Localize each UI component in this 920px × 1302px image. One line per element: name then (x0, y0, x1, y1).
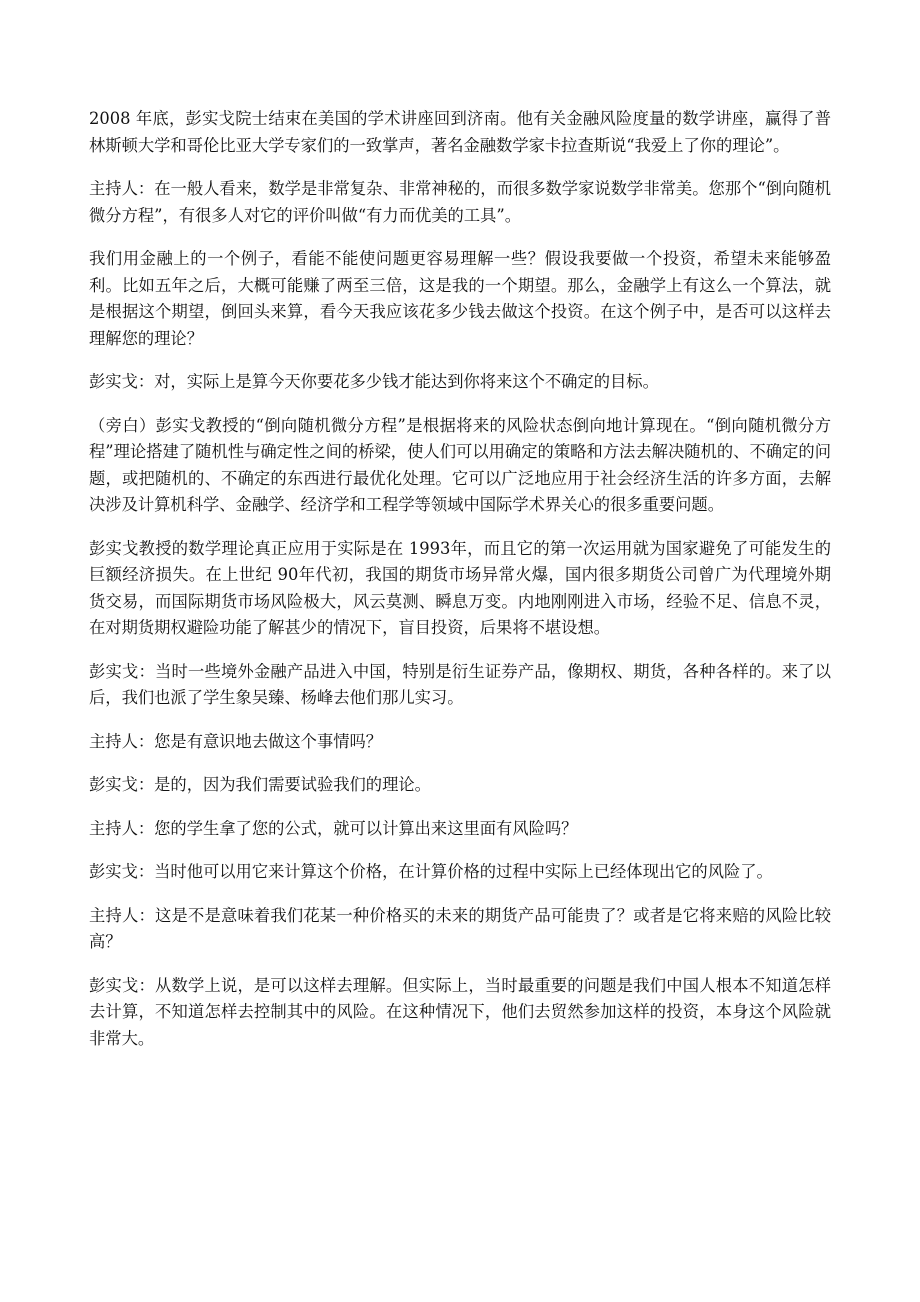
paragraph-host-expensive: 主持人：这是不是意味着我们花某一种价格买的未来的期货产品可能贵了？或者是它将来赔的风险比较高？ (89, 905, 831, 951)
paragraph-peng-foreign-products: 彭实戈：当时一些境外金融产品进入中国，特别是衍生证券产品，像期权、期货，各种各样的。来了以后，我们也派了学生象吴臻、杨峰去他们那儿实习。 (89, 661, 831, 707)
paragraph-finance-example: 我们用金融上的一个例子，看能不能使问题更容易理解一些？假设我要做一个投资，希望未来能够盈利。比如五年之后，大概可能赚了两至三倍，这是我的一个期望。那么，金融学上有这么一个算法，就是根据这个期望，倒回头来算，看今天我应该花多少钱去做这个投资。在这个例子中，是否可以这样去理解您的理论？ (89, 249, 831, 348)
paragraph-narration-bsde: （旁白）彭实戈教授的“倒向随机微分方程”是根据将来的风险状态倒向地计算现在。“倒向随机微分方程”理论搭建了随机性与确定性之间的桥梁，使人们可以用确定的策略和方法去解决随机的、不确定的问题，或把随机的、不确定的东西进行最优化处理。它可以广泛地应用于社会经济生活的许多方面，去解决涉及计算机科学、金融学、经济学和工程学等领域中国际学术界关心的很多重要问题。 (89, 415, 831, 514)
paragraph-peng-conclusion: 彭实戈：从数学上说，是可以这样去理解。但实际上，当时最重要的问题是我们中国人根本不知道怎样去计算，不知道怎样去控制其中的风险。在这种情况下，他们去贸然参加这样的投资，本身这个风险就非常大。 (89, 975, 831, 1048)
paragraph-host-question-beauty: 主持人：在一般人看来，数学是非常复杂、非常神秘的，而很多数学家说数学非常美。您那个“倒向随机微分方程”，有很多人对它的评价叫做“有力而优美的工具”。 (89, 179, 831, 225)
paragraph-intro: 2008 年底，彭实戈院士结束在美国的学术讲座回到济南。他有关金融风险度量的数学讲座，赢得了普林斯顿大学和哥伦比亚大学专家们的一致掌声，著名金融数学家卡拉查斯说“我爱上了你的理论”。 (89, 109, 831, 155)
paragraph-host-formula-risk: 主持人：您的学生拿了您的公式，就可以计算出来这里面有风险吗？ (89, 818, 578, 838)
paragraph-application-1993: 彭实戈教授的数学理论真正应用于实际是在 1993年，而且它的第一次运用就为国家避免了可能发生的巨额经济损失。在上世纪 90年代初，我国的期货市场异常火爆，国内很多期货公司曾广为代理境外期货交易，而国际期货市场风险极大，风云莫测、瞬息万变。内地刚刚进入市场，经验不足、信息不灵，在对期货期权避险功能了解甚少的情况下，盲目投资，后果将不堪设想。 (89, 538, 831, 637)
paragraph-host-intentional: 主持人：您是有意识地去做这个事情吗？ (89, 731, 383, 751)
paragraph-peng-test-theory: 彭实戈：是的，因为我们需要试验我们的理论。 (89, 775, 431, 794)
paragraph-peng-price-risk: 彭实戈：当时他可以用它来计算这个价格，在计算价格的过程中实际上已经体现出它的风险了。 (89, 862, 773, 881)
document-body (89, 106, 831, 1069)
paragraph-peng-answer-target: 彭实戈：对，实际上是算今天你要花多少钱才能达到你将来这个不确定的目标。 (89, 372, 659, 391)
